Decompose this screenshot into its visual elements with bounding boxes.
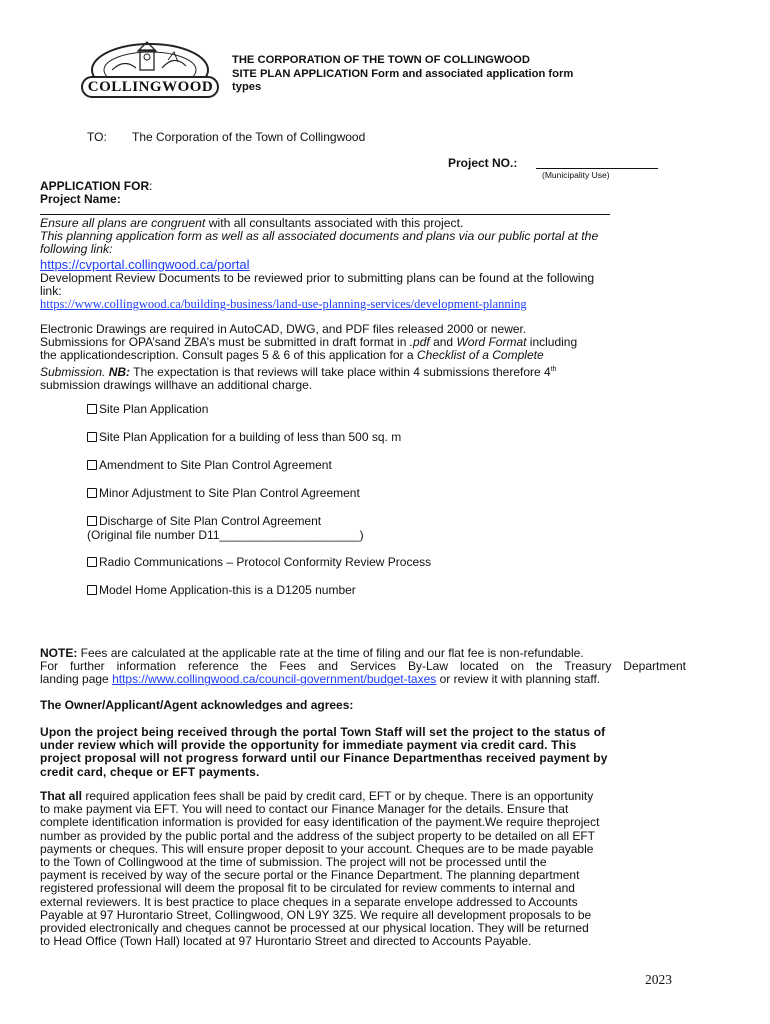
budget-taxes-link[interactable]: https://www.collingwood.ca/council-government/budget-taxes (112, 672, 437, 687)
payment-line: payment is received by way of the secure portal or the Finance Department. The planning department (40, 868, 580, 883)
header-subtitle: SITE PLAN APPLICATION Form and associated application form (232, 67, 574, 80)
acknowledge-line: under review which will provide the opportunity for immediate payment via credit card. This (40, 738, 577, 753)
checkbox[interactable] (87, 557, 97, 567)
project-no-field[interactable] (536, 157, 658, 169)
portal-link-row (40, 258, 700, 272)
payment-paragraph (40, 790, 690, 948)
municipality-use-note: (Municipality Use) (542, 170, 610, 180)
original-file-number-field[interactable]: (Original file number D11_____________________) (87, 528, 364, 542)
portal-line: This planning application form as well as all associated documents and plans via our public portal at the (40, 229, 599, 244)
acknowledge-heading: The Owner/Applicant/Agent acknowledges and agrees: (40, 698, 354, 712)
checkbox[interactable] (87, 516, 97, 526)
development-planning-link[interactable]: https://www.collingwood.ca/building-business/land-use-planning-services/development-planning (40, 297, 527, 312)
payment-line: external reviewers. It is best practice to place cheques in a separate envelope addressed to Accounts (40, 894, 578, 909)
checkbox[interactable] (87, 404, 97, 414)
to-value: The Corporation of the Town of Collingwood (132, 130, 366, 144)
option-discharge[interactable]: Discharge of Site Plan Control Agreement (87, 514, 321, 528)
payment-line: provided electronically and cheques cannot be processed at our physical location. They will be returned (40, 921, 589, 936)
ensure-congruent-line: Ensure all plans are congruent with all consultants associated with this project. (40, 216, 464, 230)
portal-line-cont: following link: (40, 242, 113, 257)
payment-line: Payable at 97 Hurontario Street, Collingwood, ON L9Y 3Z5. We require all development proposals to be (40, 907, 592, 922)
note-line-2: For further information reference the Fees and Services By-Law located on the Treasury Department (40, 659, 686, 674)
electronic-line-5: submission drawings willhave an additional charge. (40, 377, 313, 392)
electronic-line-2: Submissions for OPA’sand ZBA’s must be submitted in draft format in .pdf and Word Format including (40, 335, 578, 350)
acknowledge-block (40, 726, 686, 779)
checkbox[interactable] (87, 585, 97, 595)
note-line-3: landing page https://www.collingwood.ca/council-government/budget-taxes or review it with planning staff. (40, 672, 601, 687)
document-header (232, 54, 672, 95)
payment-line: registered professional will deem the proposal fit to be circulated for review comments to internal and (40, 881, 575, 896)
header-subtitle-cont: types (232, 81, 262, 93)
acknowledge-line: project proposal will not progress forward until our Finance Departmenthas received payment by (40, 751, 608, 766)
payment-line: That all required application fees shall be paid by credit card, EFT or by cheque. There is an opportunity (40, 789, 594, 803)
electronic-line-1: Electronic Drawings are required in AutoCAD, DWG, and PDF files released 2000 or newer. (40, 322, 527, 336)
checkbox[interactable] (87, 488, 97, 498)
payment-line: complete identification information is provided for easy identification of the payment.We require theproject (40, 815, 600, 830)
project-name-field[interactable] (40, 206, 610, 215)
payment-line: to Head Office (Town Hall) located at 97 Hurontario Street and directed to Accounts Payable. (40, 934, 532, 949)
application-for-label: APPLICATION FOR: (40, 179, 153, 193)
fees-note (40, 647, 686, 687)
logo-wordmark: COLLINGWOOD (87, 79, 214, 95)
checkbox[interactable] (87, 432, 97, 442)
project-name-label: Project Name: (40, 192, 121, 206)
project-no-label: Project NO.: (448, 156, 518, 170)
option-amendment[interactable]: Amendment to Site Plan Control Agreement (87, 458, 332, 472)
option-site-plan-small-building[interactable]: Site Plan Application for a building of less than 500 sq. m (87, 430, 401, 444)
review-docs-line-cont: link: (40, 284, 62, 299)
note-line-1: NOTE: Fees are calculated at the applicable rate at the time of filing and our flat fee is non-refundable. (40, 646, 584, 660)
option-radio-communications[interactable]: Radio Communications – Protocol Conformity Review Process (87, 555, 431, 569)
portal-link[interactable]: https://cvportal.collingwood.ca/portal (40, 256, 250, 272)
option-minor-adjustment[interactable]: Minor Adjustment to Site Plan Control Agreement (87, 486, 360, 500)
electronic-line-3: the applicationdescription. Consult pages 5 & 6 of this application for a Checklist of a Complete (40, 348, 544, 363)
electronic-drawings-block (40, 323, 700, 392)
header-title: THE CORPORATION OF THE TOWN OF COLLINGWOOD (232, 54, 530, 66)
acknowledge-line: credit card, cheque or EFT payments. (40, 764, 260, 779)
intro-block (40, 217, 700, 311)
review-docs-line: Development Review Documents to be reviewed prior to submitting plans can be found at the following (40, 270, 595, 285)
review-link-row (40, 298, 700, 311)
payment-line: to make payment via EFT. You will need to contact our Finance Manager for the details. Ensure that (40, 802, 569, 817)
electronic-line-4: Submission. NB: The expectation is that reviews will take place within 4 submissions therefore 4th (40, 364, 557, 379)
payment-line: number as provided by the public portal and the address of the subject property to be detailed on all EFT (40, 828, 595, 843)
page-year: 2023 (645, 972, 672, 987)
payment-line: payments or cheques. This will ensure proper deposit to your account. Cheques are to be made payable (40, 841, 594, 856)
acknowledge-line: Upon the project being received through the portal Town Staff will set the project to the status of (40, 725, 606, 739)
checkbox[interactable] (87, 460, 97, 470)
option-site-plan[interactable]: Site Plan Application (87, 402, 208, 416)
option-model-home[interactable]: Model Home Application-this is a D1205 number (87, 583, 356, 597)
payment-line: to the Town of Collingwood at the time of submission. The project will not be processed until the (40, 855, 547, 870)
collingwood-logo (78, 40, 223, 102)
to-label: TO: (87, 130, 107, 144)
